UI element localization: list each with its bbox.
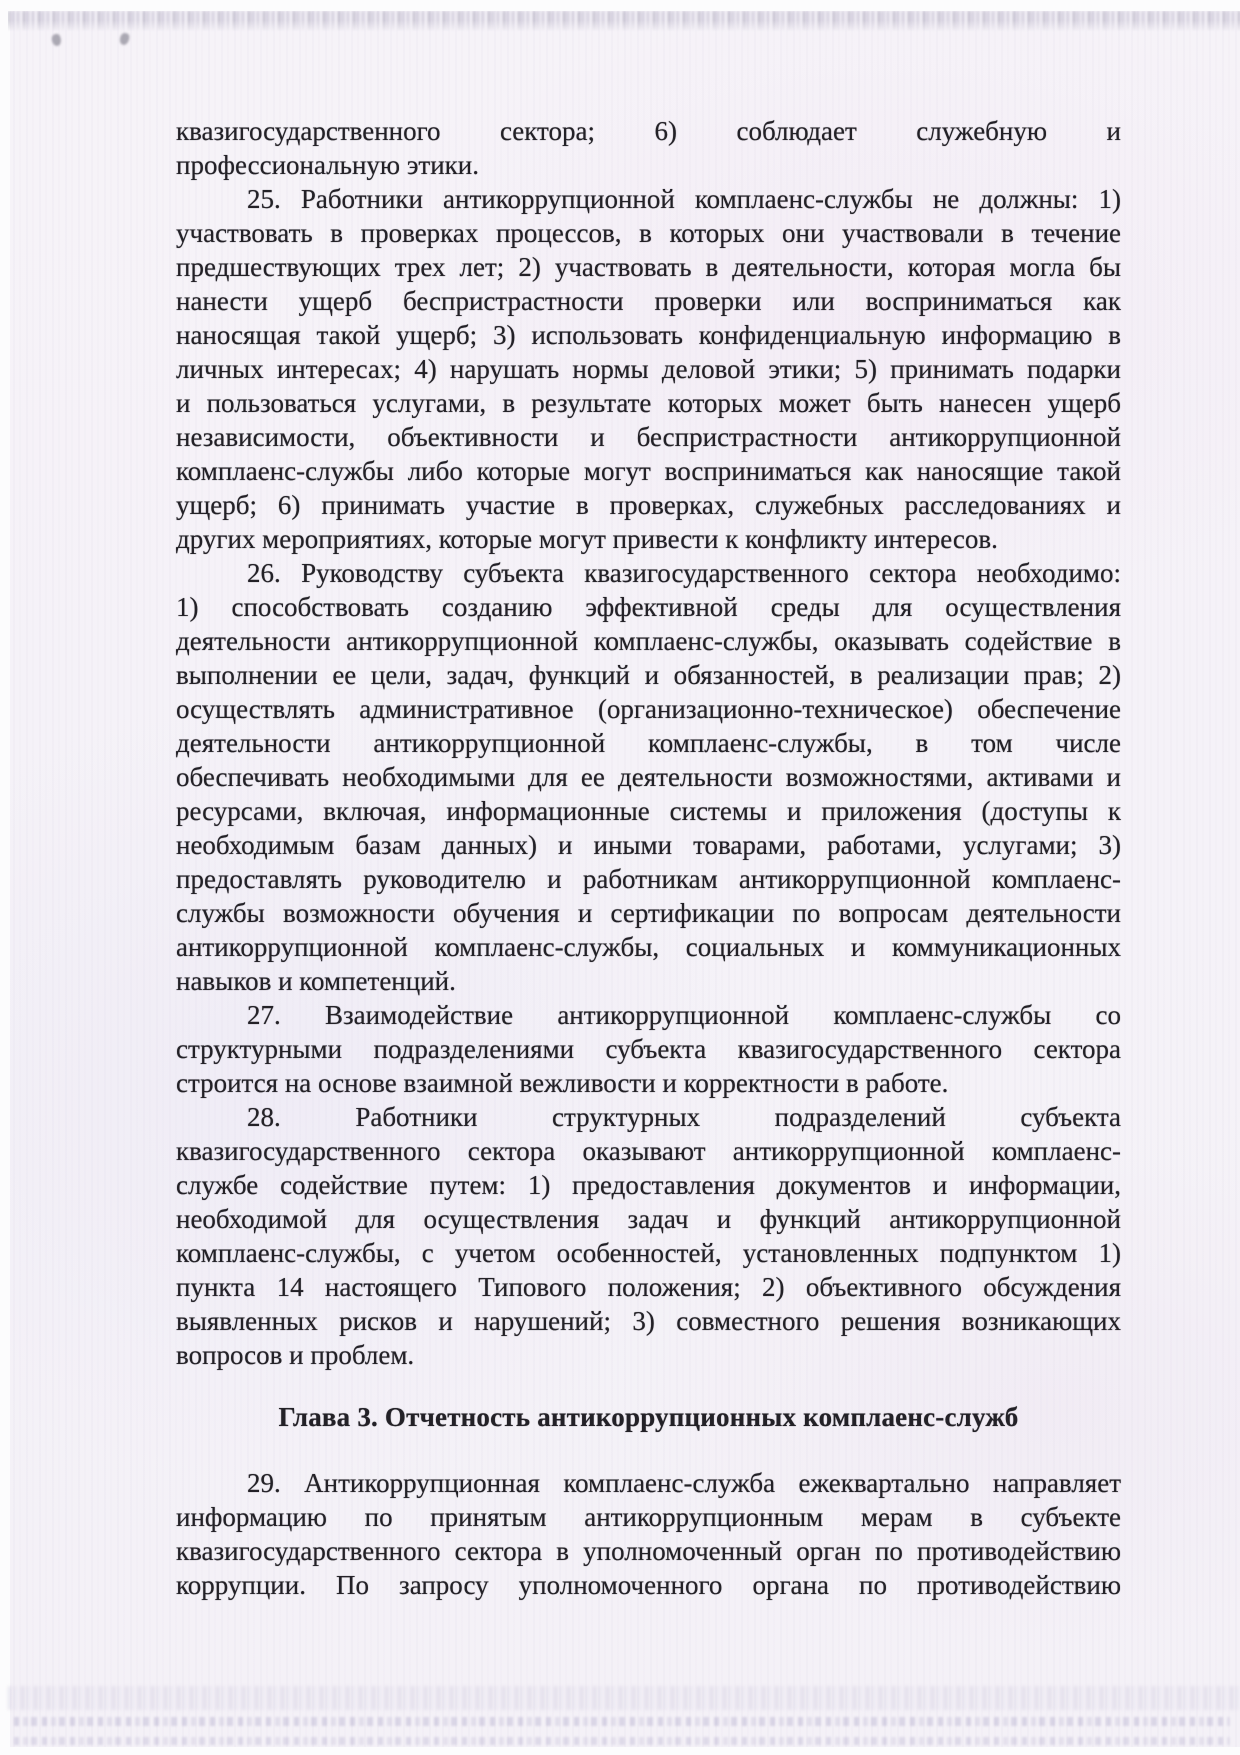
text-line: 1) способствовать созданию эффективной среды для осуществления	[176, 592, 1121, 622]
paragraph-29	[176, 1466, 1121, 1602]
text-line: квазигосударственного сектора оказывают антикоррупционной комплаенс-	[176, 1136, 1121, 1166]
text-line: независимости, объективности и беспристрастности антикоррупционной	[176, 422, 1121, 452]
bleed-through-text-line	[14, 1737, 1230, 1745]
text-line: строится на основе взаимной вежливости и корректности в работе.	[176, 1068, 949, 1098]
scan-left-margin	[0, 0, 10, 1755]
text-line: службы возможности обучения и сертификации по вопросам деятельности	[176, 898, 1121, 928]
scan-top-bleed-artifact	[8, 11, 1240, 32]
text-line: 27. Взаимодействие антикоррупционной комплаенс-службы со	[247, 1000, 1121, 1030]
bleed-through-text-line	[14, 1717, 1230, 1726]
text-line: других мероприятиях, которые могут привести к конфликту интересов.	[176, 524, 998, 554]
text-line: участвовать в проверках процессов, в которых они участвовали в течение	[176, 218, 1121, 248]
scan-bottom-bleed-artifact	[8, 1686, 1240, 1710]
paragraph-27	[176, 998, 1121, 1100]
text-line: комплаенс-службы, с учетом особенностей, установленных подпунктом 1)	[176, 1238, 1121, 1268]
text-line: осуществлять административное (организационно-техническое) обеспечение	[176, 694, 1121, 724]
scan-top-margin	[0, 0, 1240, 11]
text-line: необходимой для осуществления задач и функций антикоррупционной	[176, 1204, 1121, 1234]
scan-bottom-margin	[0, 1747, 1240, 1755]
text-line: информацию по принятым антикоррупционным мерам в субъекте	[176, 1502, 1121, 1532]
text-line: профессиональную этики.	[176, 150, 479, 180]
text-line: 29. Антикоррупционная комплаенс-служба ежеквартально направляет	[247, 1468, 1121, 1498]
paragraph-24-continuation	[176, 114, 1121, 182]
text-line: навыков и компетенций.	[176, 966, 456, 996]
text-line: службе содействие путем: 1) предоставления документов и информации,	[176, 1170, 1121, 1200]
text-line: 26. Руководству субъекта квазигосударственного сектора необходимо:	[247, 558, 1121, 588]
text-line: предшествующих трех лет; 2) участвовать в деятельности, которая могла бы	[176, 252, 1121, 282]
text-line: личных интересах; 4) нарушать нормы деловой этики; 5) принимать подарки	[176, 354, 1121, 384]
text-line: антикоррупционной комплаенс-службы, социальных и коммуникационных	[176, 932, 1121, 962]
text-line: предоставлять руководителю и работникам антикоррупционной комплаенс-	[176, 864, 1121, 894]
paragraph-26	[176, 556, 1121, 998]
text-line: деятельности антикоррупционной комплаенс-службы, в том числе	[176, 728, 1121, 758]
text-line: 25. Работники антикоррупционной комплаенс-службы не должны: 1)	[247, 184, 1121, 214]
text-line: коррупции. По запросу уполномоченного органа по противодействию	[176, 1570, 1121, 1600]
scan-speck	[119, 32, 130, 46]
text-line: комплаенс-службы либо которые могут восприниматься как наносящие такой	[176, 456, 1121, 486]
text-line: вопросов и проблем.	[176, 1340, 415, 1370]
text-line: 28. Работники структурных подразделений субъекта	[247, 1102, 1121, 1132]
text-line: необходимым базам данных) и иными товарами, работами, услугами; 3)	[176, 830, 1121, 860]
paragraph-25	[176, 182, 1121, 556]
text-line: структурными подразделениями субъекта квазигосударственного сектора	[176, 1034, 1121, 1064]
text-line: деятельности антикоррупционной комплаенс-службы, оказывать содействие в	[176, 626, 1121, 656]
text-line: ресурсами, включая, информационные системы и приложения (доступы к	[176, 796, 1121, 826]
text-line: пункта 14 настоящего Типового положения; 2) объективного обсуждения	[176, 1272, 1121, 1302]
text-line: выявленных рисков и нарушений; 3) совместного решения возникающих	[176, 1306, 1121, 1336]
text-line: обеспечивать необходимыми для ее деятельности возможностями, активами и	[176, 762, 1121, 792]
text-line: наносящая такой ущерб; 3) использовать конфиденциальную информацию в	[176, 320, 1121, 350]
text-line: квазигосударственного сектора; 6) соблюдает служебную и	[176, 116, 1121, 146]
text-line: нанести ущерб беспристрастности проверки или восприниматься как	[176, 286, 1121, 316]
chapter-3-heading: Глава 3. Отчетность антикоррупционных комплаенс-служб	[278, 1402, 1019, 1432]
document-text	[176, 114, 1121, 1602]
paragraph-28	[176, 1100, 1121, 1372]
text-line: квазигосударственного сектора в уполномоченный орган по противодействию	[176, 1536, 1121, 1566]
scan-speck	[51, 33, 63, 47]
text-line: и пользоваться услугами, в результате которых может быть нанесен ущерб	[176, 388, 1121, 418]
text-line: выполнении ее цели, задач, функций и обязанностей, в реализации прав; 2)	[176, 660, 1121, 690]
text-line: ущерб; 6) принимать участие в проверках, служебных расследованиях и	[176, 490, 1121, 520]
